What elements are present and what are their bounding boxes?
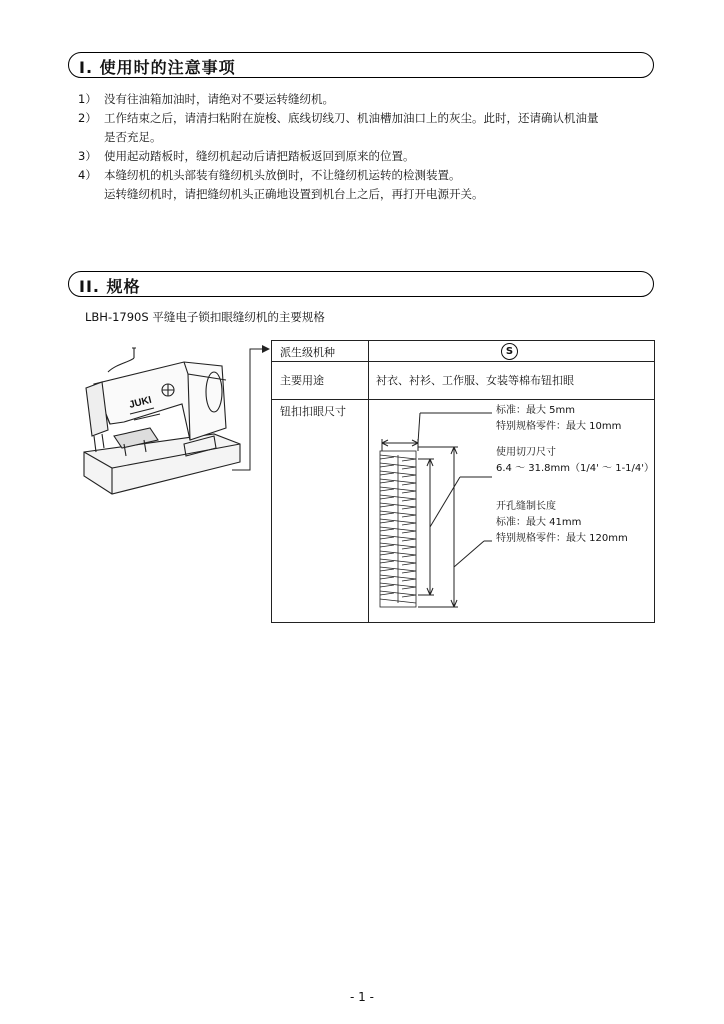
row-label-buttonhole-size: 钮扣扣眼尺寸 [280, 405, 346, 418]
spec-table [271, 340, 655, 623]
section-title: I. 使用时的注意事项 [79, 58, 236, 77]
item-text: 是否充足。 [104, 130, 162, 144]
note-length-title: 开孔缝制长度 [496, 501, 556, 512]
row-label-application: 主要用途 [280, 374, 324, 387]
section-header-precautions [68, 52, 654, 78]
s-circle-icon: S [501, 343, 518, 360]
item-text: 运转缝纫机时，请把缝纫机头正确地设置到机台上之后，再打开电源开关。 [104, 187, 484, 201]
item-number: 4） [78, 168, 97, 182]
precaution-list [78, 90, 658, 204]
page-number: - 1 - [350, 990, 374, 1004]
machine-logo: JUKI [128, 394, 153, 411]
item-number: 2） [78, 111, 97, 125]
item-text: 没有往油箱加油时，请绝对不要运转缝纫机。 [104, 92, 334, 106]
sewing-machine-illustration [64, 344, 244, 500]
note-length-standard: 标准：最大 41mm [496, 517, 582, 528]
note-width-special: 特别规格零件：最大 10mm [496, 421, 622, 432]
note-knife-title: 使用切刀尺寸 [496, 447, 556, 458]
item-text: 本缝纫机的机头部装有缝纫机头放倒时，不让缝纫机运转的检测装置。 [104, 168, 461, 182]
section-header-specifications [68, 271, 654, 297]
note-knife-range: 6.4 ～ 31.8mm（1/4' ～ 1-1/4'） [496, 463, 655, 474]
note-length-special: 特别规格零件：最大 120mm [496, 533, 628, 544]
section-title: II. 规格 [79, 277, 141, 296]
item-text: 工作结束之后，请清扫粘附在旋梭、底线切线刀、机油槽加油口上的灰尘。此时，还请确认机油量 [104, 111, 599, 125]
row-value-application: 衬衣、衬衫、工作服、女装等棉布钮扣眼 [376, 374, 574, 387]
row-label-model: 派生级机种 [280, 346, 335, 359]
list-item [78, 90, 658, 109]
spec-intro: LBH-1790S 平缝电子锁扣眼缝纫机的主要规格 [85, 310, 325, 324]
note-width-standard: 标准：最大 5mm [496, 405, 576, 416]
item-text: 使用起动踏板时，缝纫机起动后请把踏板返回到原来的位置。 [104, 149, 415, 163]
list-item [78, 147, 658, 166]
list-item [78, 166, 658, 204]
item-number: 1） [78, 92, 97, 106]
list-item [78, 109, 658, 147]
item-number: 3） [78, 149, 97, 163]
